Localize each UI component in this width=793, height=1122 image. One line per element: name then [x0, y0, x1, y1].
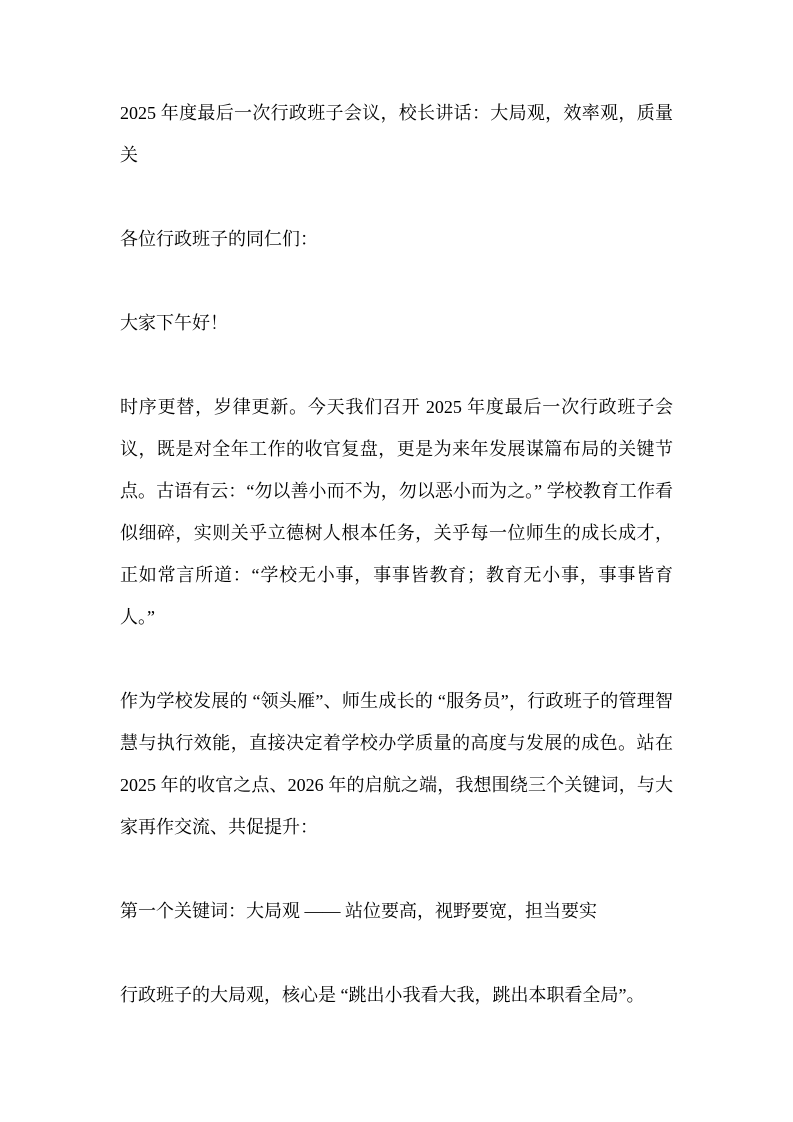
greeting-paragraph: 大家下午好！ — [120, 313, 228, 333]
document-title: 2025 年度最后一次行政班子会议，校长讲话：大局观，效率观，质量关 — [120, 103, 673, 165]
salutation-paragraph: 各位行政班子的同仁们： — [120, 229, 318, 249]
paragraph-opening: 时序更替，岁律更新。今天我们召开 2025 年度最后一次行政班子会议，既是对全年工作的收官复盘，更是为来年发展谋篇布局的关键节点。古语有云：“勿以善小而不为，勿以恶小而为之。” 学校教育工作看似细碎，实则关乎立德树人根本任务，关乎每一位师生的成长成才，正如常言所道：“学校无小事，事事皆教育；教育无小事，事事皆育人。” — [120, 397, 673, 627]
section-heading-keyword-1: 第一个关键词：大局观 —— 站位要高，视野要宽，担当要实 — [120, 901, 597, 921]
paragraph-overview: 作为学校发展的 “领头雁”、师生成长的 “服务员”，行政班子的管理智慧与执行效能，直接决定着学校办学质量的高度与发展的成色。站在 2025 年的收官之点、2026 年的启航之端，我想围绕三个关键词，与大家再作交流、共促提升： — [120, 691, 673, 837]
paragraph-keyword-1-body: 行政班子的大局观，核心是 “跳出小我看大我，跳出本职看全局”。 — [120, 985, 645, 1005]
